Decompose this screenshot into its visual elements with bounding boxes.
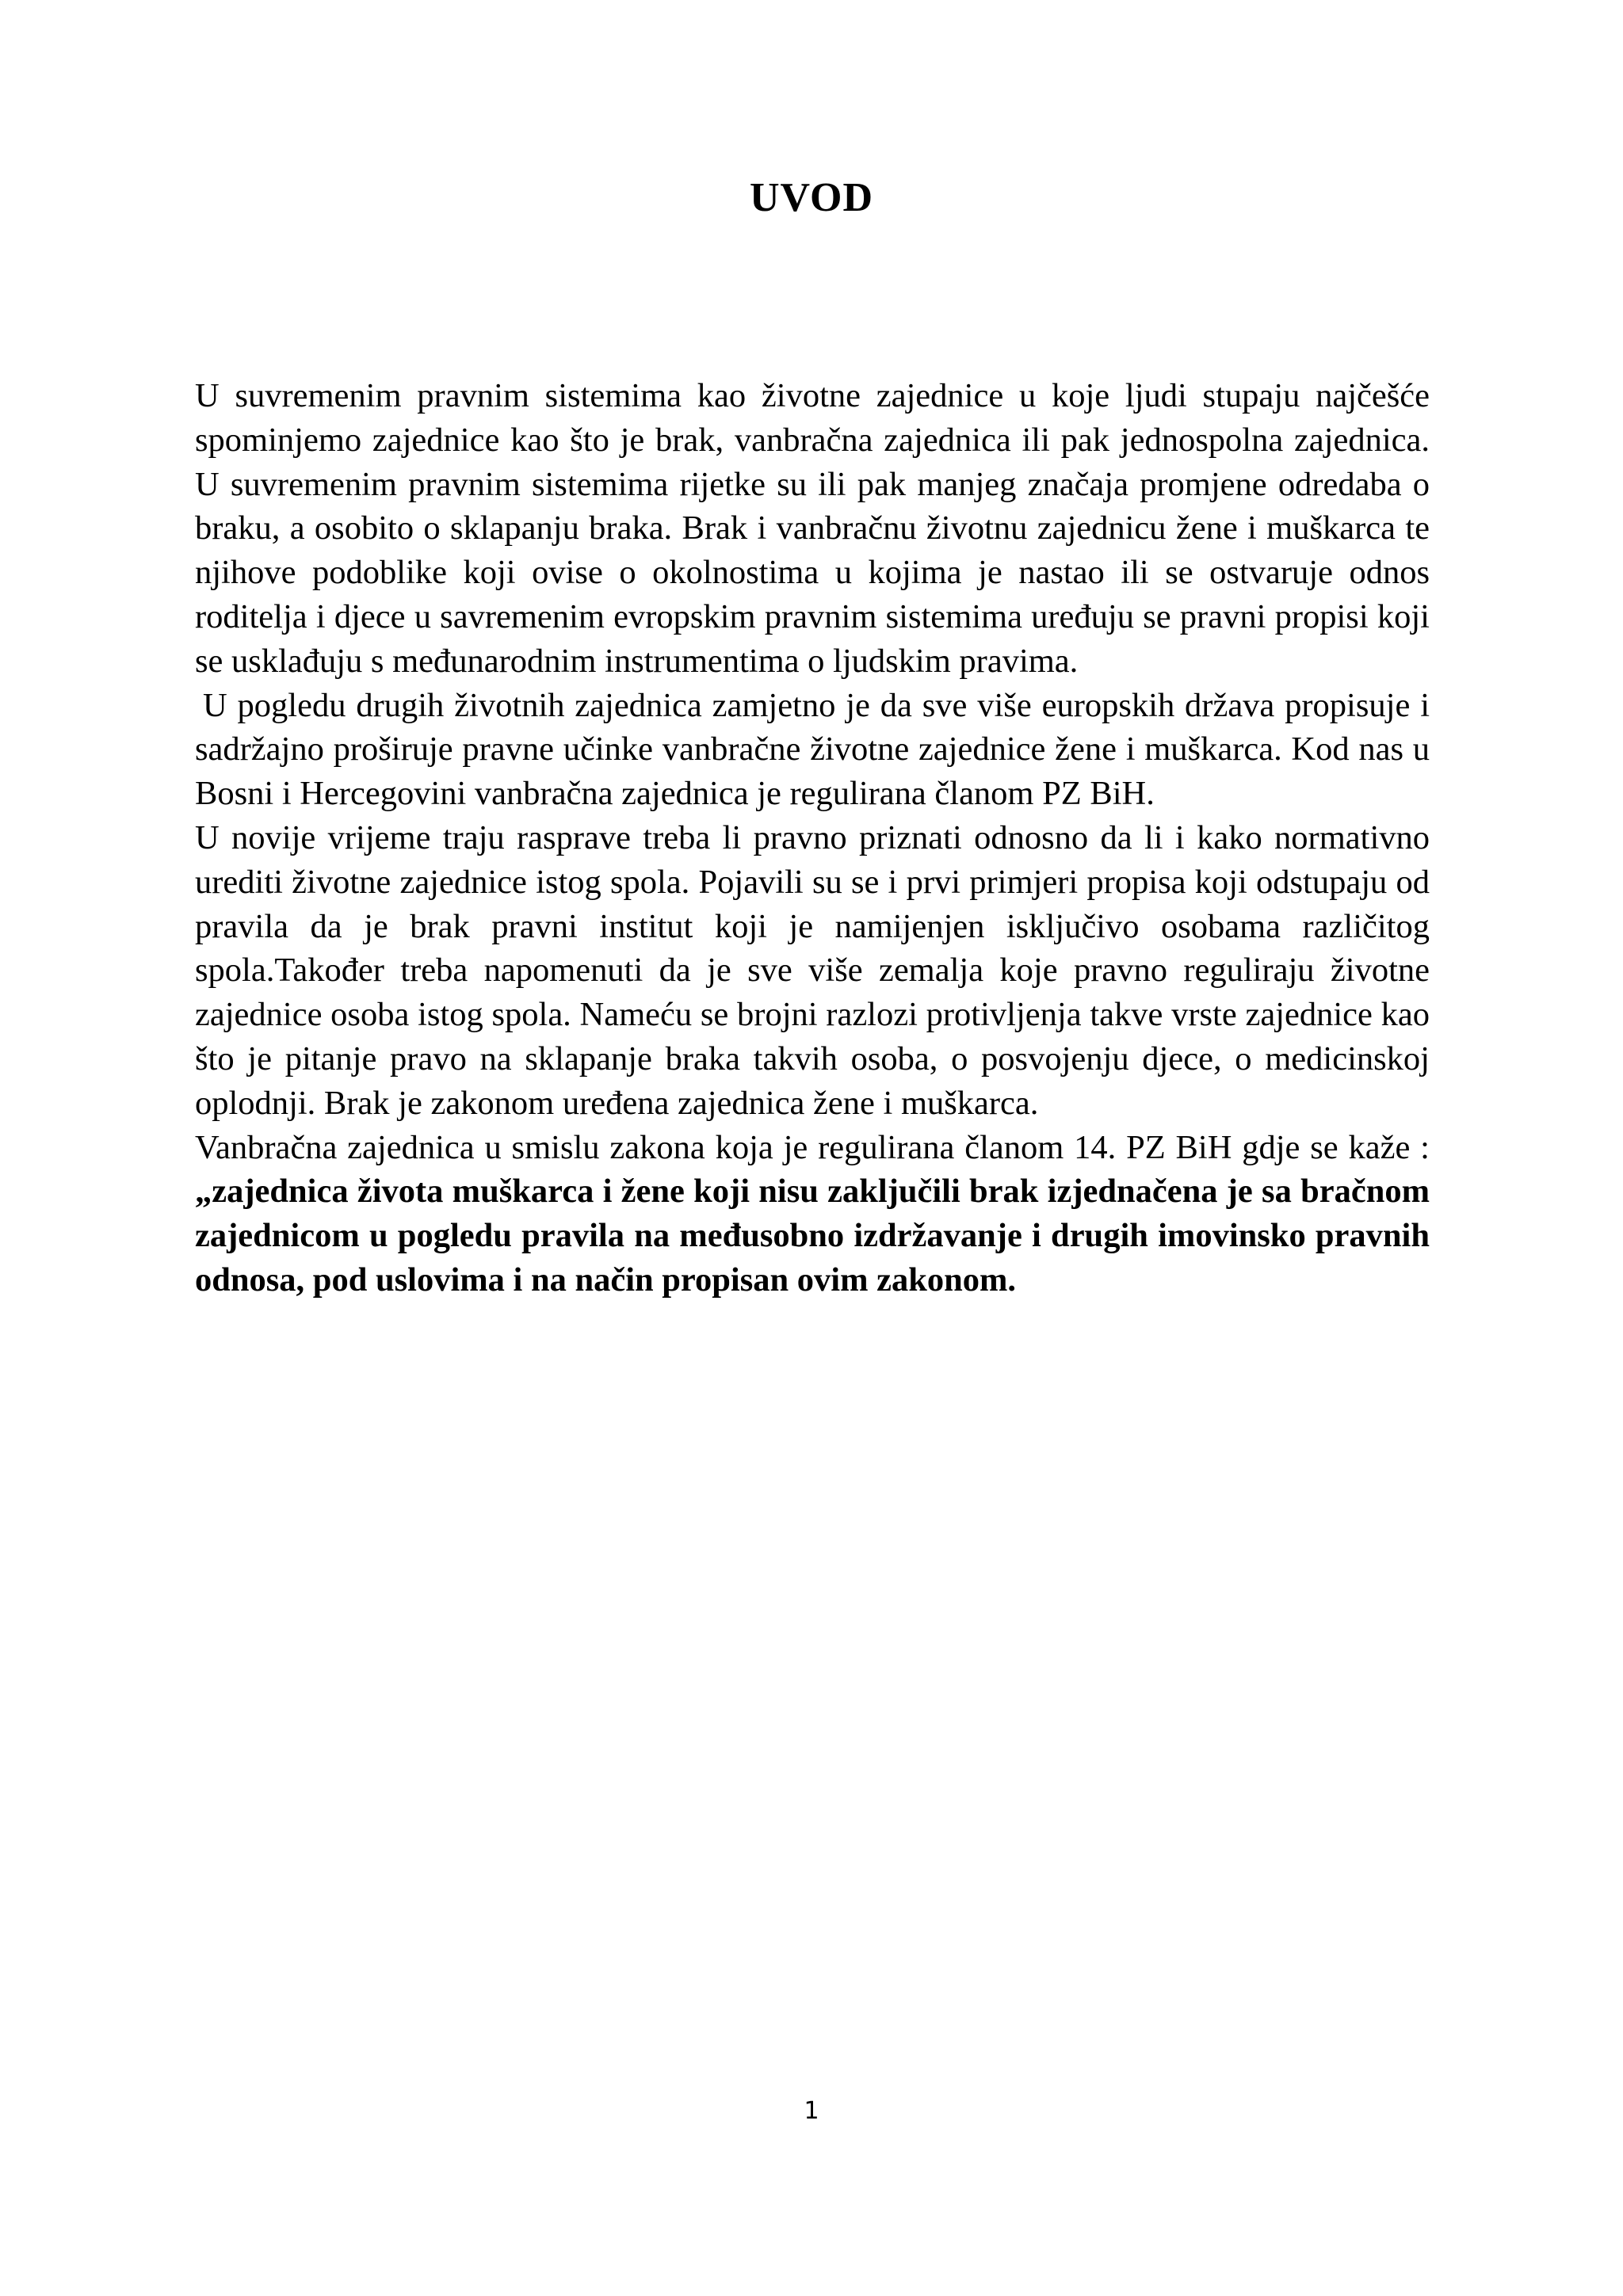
page-number: 1 bbox=[804, 2097, 819, 2125]
paragraph-1: U suvremenim pravnim sistemima kao životne zajednice u koje ljudi stupaju najčešće spominjemo zajednice kao što je brak, vanbračna zajednica ili pak jednospolna zajednica. U suvremenim pravnim sistemima rijetke su ili pak manjeg značaja promjene odredaba o braku, a osobito o sklapanju braka. Brak i vanbračnu životnu zajednicu žene i muškarca te njihove podoblike koji ovise o okolnostima u kojima je nastao ili se ostvaruje odnos roditelja i djece u savremenim evropskim pravnim sistemima uređuju se pravni propisi koji se usklađuju s međunarodnim instrumentima o ljudskim pravima. bbox=[195, 377, 1430, 680]
section-title: UVOD bbox=[749, 175, 874, 220]
paragraph-3: U novije vrijeme traju rasprave treba li pravno priznati odnosno da li i kako normativno urediti životne zajednice istog spola. Pojavili su se i prvi primjeri propisa koji odstupaju od pravila da je brak pravni institut koji je namijenjen isključivo osobama različitog spola.Također treba napomenuti da je sve više zemalja koje pravno reguliraju životne zajednice osoba istog spola. Nameću se brojni razlozi protivljenja takve vrste zajednice kao što je pitanje pravo na sklapanje braka takvih osoba, o posvojenju djece, o medicinskoj oplodnji. Brak je zakonom uređena zajednica žene i muškarca. bbox=[195, 818, 1430, 1122]
paragraph-4-intro: Vanbračna zajednica u smislu zakona koja je regulirana članom 14. PZ BiH gdje se kaže : bbox=[195, 1128, 1430, 1166]
legal-quote: „zajednica života muškarca i žene koji nisu zaključili brak izjednačena je sa bračnom zajednicom u pogledu pravila na međusobno izdržavanje i drugih imovinsko pravnih odnosa, pod uslovima i na način propisan ovim zakonom. bbox=[195, 1173, 1430, 1299]
body-text bbox=[195, 374, 1430, 1302]
paragraph-2: U pogledu drugih životnih zajednica zamjetno je da sve više europskih država propisuje i sadržajno proširuje pravne učinke vanbračne životne zajednice žene i muškarca. Kod nas u Bosni i Hercegovini vanbračna zajednica je regulirana članom PZ BiH. bbox=[195, 686, 1430, 813]
paragraph-4 bbox=[195, 1126, 1430, 1302]
